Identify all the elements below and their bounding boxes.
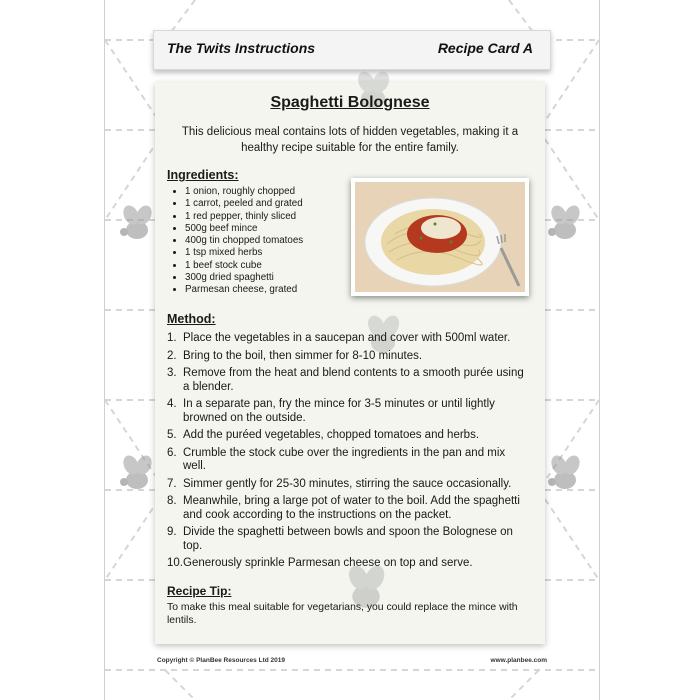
website-link[interactable]: www.planbee.com bbox=[490, 657, 547, 664]
card-label: Recipe Card A bbox=[437, 40, 533, 56]
ingredient-item: • Parmesan cheese, grated bbox=[185, 284, 365, 296]
method-step: 2. Bring to the boil, then simmer for 8-10 minutes. bbox=[167, 349, 423, 362]
ingredients-heading: Ingredients: bbox=[167, 168, 239, 182]
bee-icon bbox=[117, 454, 157, 494]
ingredient-item: • 1 carrot, peeled and grated bbox=[185, 198, 365, 210]
method-step: 3. Remove from the heat and blend contents to a smooth purée using a blender. bbox=[167, 367, 524, 393]
method-step: 9. Divide the spaghetti between bowls and spoon the Bolognese on top. bbox=[167, 526, 513, 552]
bee-icon bbox=[545, 204, 585, 244]
ingredient-item: • 300g dried spaghetti bbox=[185, 272, 365, 284]
method-heading: Method: bbox=[167, 312, 216, 326]
recipe-tip-text: To make this meal suitable for vegetarians, you could replace the mince with lentils. bbox=[167, 602, 518, 626]
spaghetti-bolognese-photo bbox=[351, 178, 529, 296]
bee-icon bbox=[117, 204, 157, 244]
method-step: 10. Generously sprinkle Parmesan cheese on top and serve. bbox=[167, 557, 473, 569]
worksheet-page bbox=[104, 0, 600, 700]
method-step: 1. Place the vegetables in a saucepan and cover with 500ml water. bbox=[167, 332, 511, 344]
method-step: 5. Add the puréed vegetables, chopped tomatoes and herbs. bbox=[167, 429, 480, 441]
worksheet-title: The Twits Instructions bbox=[167, 40, 316, 56]
ingredient-item: • 1 red pepper, thinly sliced bbox=[185, 211, 365, 223]
recipe-title: Spaghetti Bolognese bbox=[270, 94, 430, 111]
method-step: 6. Crumble the stock cube over the ingredients in the pan and mix well. bbox=[167, 446, 506, 472]
ingredients-list bbox=[173, 186, 365, 297]
method-step: 8. Meanwhile, bring a large pot of water to the boil. Add the spaghetti and cook according to the instructions on the packet. bbox=[167, 495, 520, 521]
method-step: 7. Simmer gently for 25-30 minutes, stirring the sauce occasionally. bbox=[167, 477, 512, 490]
ingredient-item: • 1 onion, roughly chopped bbox=[185, 186, 365, 198]
recipe-card bbox=[155, 82, 545, 644]
copyright-text: Copyright © PlanBee Resources Ltd 2019 bbox=[157, 657, 285, 664]
ingredient-item: • 500g beef mince bbox=[185, 223, 365, 235]
recipe-tip-heading: Recipe Tip: bbox=[167, 584, 232, 598]
ingredient-item: • 1 beef stock cube bbox=[185, 260, 365, 272]
ingredient-item: • 1 tsp mixed herbs bbox=[185, 247, 365, 259]
method-step: 4. In a separate pan, fry the mince for 3-5 minutes or until lightly browned on the outside. bbox=[167, 398, 495, 424]
method-list bbox=[167, 332, 531, 575]
bee-icon bbox=[545, 454, 585, 494]
recipe-intro: This delicious meal contains lots of hidden vegetables, making it a healthy recipe suitable for the entire family. bbox=[181, 126, 519, 154]
ingredient-item: • 400g tin chopped tomatoes bbox=[185, 235, 365, 247]
